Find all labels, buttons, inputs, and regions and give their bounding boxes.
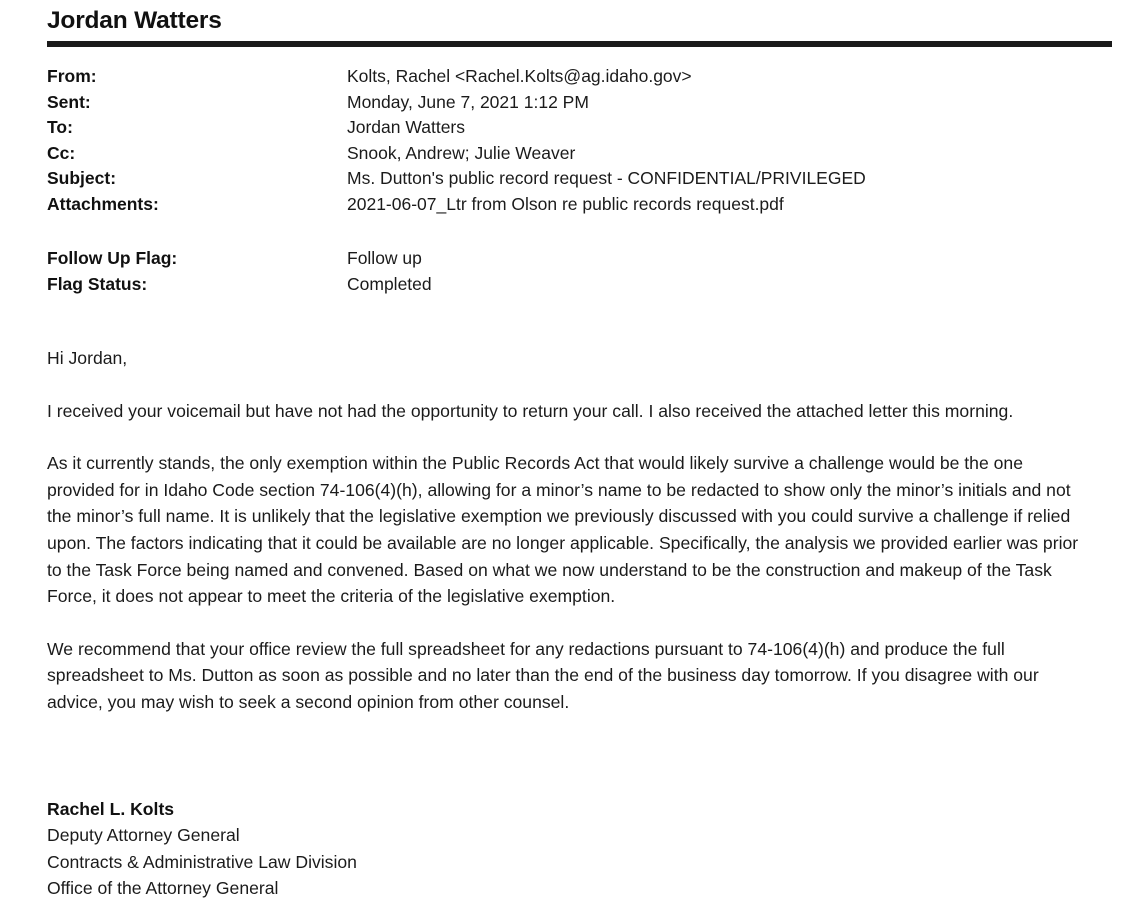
field-label-flag-status: Flag Status: <box>47 273 148 294</box>
field-value-sent: Monday, June 7, 2021 1:12 PM <box>347 91 589 112</box>
email-flag-fields <box>47 246 1112 297</box>
header-field-row <box>47 64 1112 90</box>
page-title: Jordan Watters <box>47 7 222 34</box>
field-label-sent: Sent: <box>47 91 91 112</box>
email-signature <box>47 796 747 902</box>
field-label-from: From: <box>47 66 97 86</box>
field-label-attachments: Attachments: <box>47 193 159 214</box>
field-label-to: To: <box>47 117 73 138</box>
header-field-row <box>47 166 1112 192</box>
signature-title: Deputy Attorney General <box>47 825 240 846</box>
body-paragraph-2: As it currently stands, the only exemption within the Public Records Act that would likely survive a challenge would be the one provided for in Idaho Code section 74-106(4)(h), allowing for a minor’s name to be redacted to show only the minor’s initials and not the minor’s full name. It is unlikely that the legislative exemption we previously discussed with you could survive a challenge if relied upon. The factors indicating that it could be available are no longer applicable. Specifically, the analysis we provided earlier was prior to the Task Force being named and convened. Based on what we now understand to be the construction and makeup of the Task Force, it does not appear to meet the criteria of the legislative exemption. <box>47 453 1079 607</box>
field-label-cc: Cc: <box>47 142 76 163</box>
field-value-attachments[interactable]: 2021-06-07_Ltr from Olson re public records request.pdf <box>347 193 784 214</box>
flag-field-row <box>47 246 1112 272</box>
flag-field-row <box>47 272 1112 298</box>
signature-office: Office of the Attorney General <box>47 878 279 899</box>
title-divider <box>47 41 1112 47</box>
signature-name: Rachel L. Kolts <box>47 799 175 819</box>
body-paragraph-greeting: Hi Jordan, <box>47 348 128 368</box>
header-field-row <box>47 90 1112 116</box>
field-value-to: Jordan Watters <box>347 117 466 138</box>
email-header-fields <box>47 64 1112 218</box>
header-field-row <box>47 192 1112 218</box>
field-value-from: Kolts, Rachel <Rachel.Kolts@ag.idaho.gov> <box>347 66 692 86</box>
body-paragraph-1: I received your voicemail but have not had the opportunity to return your call. I also received the attached letter this morning. <box>47 400 1014 421</box>
signature-division: Contracts & Administrative Law Division <box>47 851 357 872</box>
field-label-follow-up-flag: Follow Up Flag: <box>47 248 178 268</box>
header-field-row <box>47 141 1112 167</box>
body-paragraph-3: We recommend that your office review the full spreadsheet for any redactions pursuant to 74-106(4)(h) and produce the full spreadsheet to Ms. Dutton as soon as possible and no later than the end of the business day tomorrow. If you disagree with our advice, you may wish to seek a second opinion from other counsel. <box>47 638 1039 712</box>
field-value-flag-status: Completed <box>347 273 432 294</box>
field-value-subject: Ms. Dutton's public record request - CONFIDENTIAL/PRIVILEGED <box>347 168 866 189</box>
email-body <box>47 345 1087 716</box>
field-value-follow-up-flag: Follow up <box>347 248 422 268</box>
header-field-row <box>47 115 1112 141</box>
field-label-subject: Subject: <box>47 168 117 189</box>
field-value-cc: Snook, Andrew; Julie Weaver <box>347 142 576 163</box>
